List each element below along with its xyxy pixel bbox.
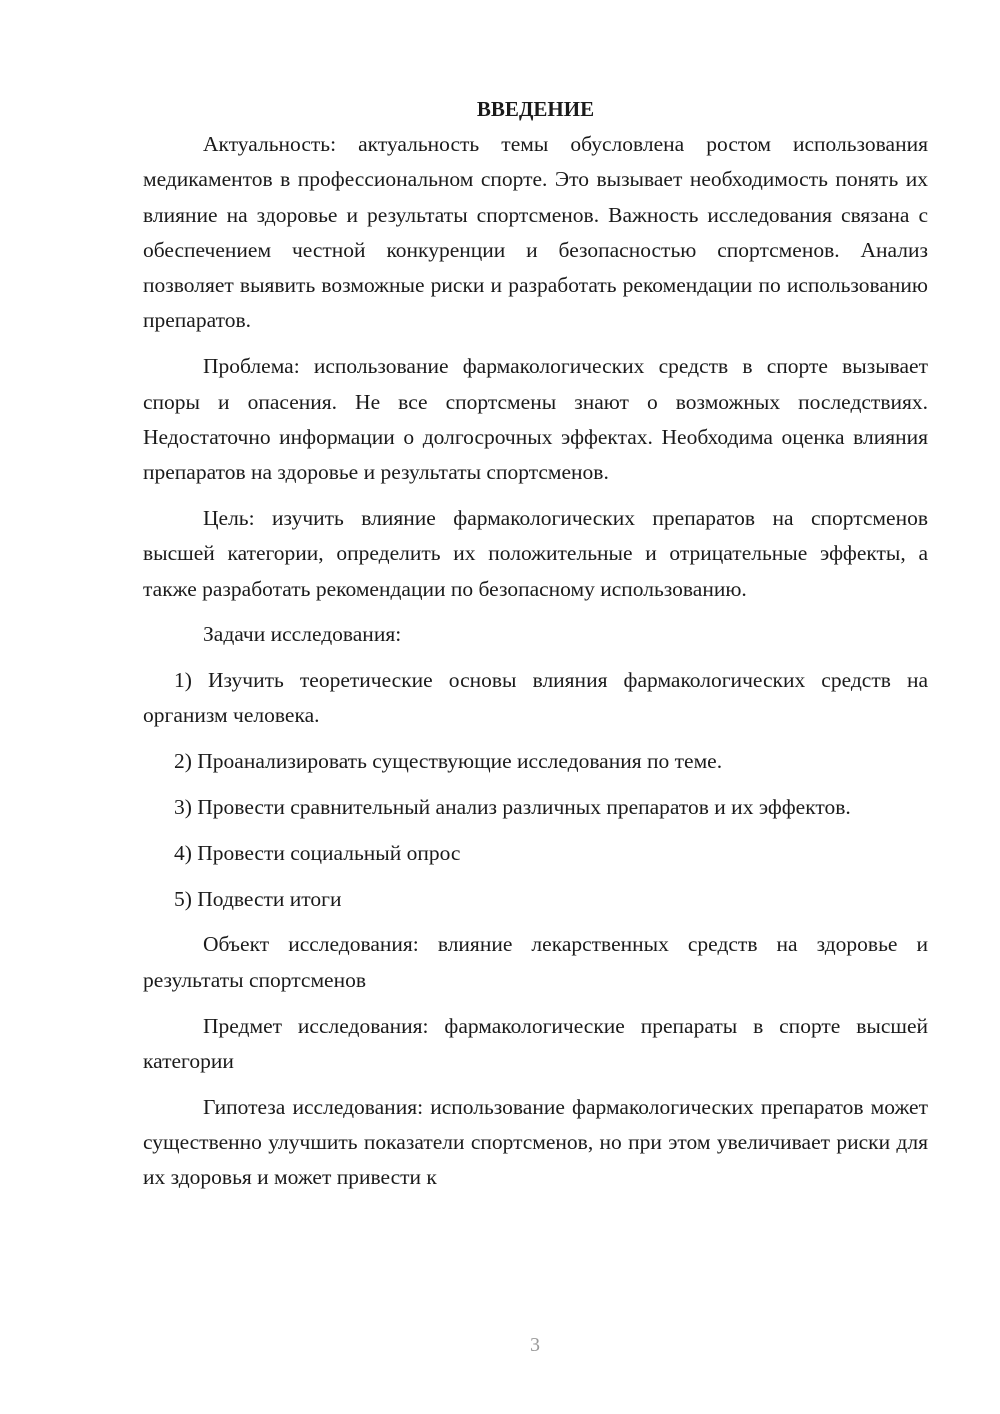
object-paragraph: Объект исследования: влияние лекарственных средств на здоровье и результаты спортсменов <box>143 932 928 992</box>
section-heading: ВВЕДЕНИЕ <box>476 97 595 121</box>
hypothesis-paragraph: Гипотеза исследования: использование фармакологических препаратов может существенно улучшить показатели спортсменов, но при этом увеличивает риски для их здоровья и может привести к <box>143 1094 928 1190</box>
task-item: 2) Проанализировать существующие исследования по теме. <box>174 749 723 774</box>
document-page <box>143 92 928 1206</box>
task-item: 3) Провести сравнительный анализ различных препаратов и их эффектов. <box>174 795 851 820</box>
task-item: 5) Подвести итоги <box>174 886 342 911</box>
page-number: 3 <box>530 1334 540 1356</box>
subject-paragraph: Предмет исследования: фармакологические препараты в спорте высшей категории <box>143 1013 928 1073</box>
relevance-paragraph: Актуальность: актуальность темы обусловлена ростом использования медикаментов в профессиональном спорте. Это вызывает необходимость понять их влияние на здоровье и результаты спортсменов. Важность исследования связана с обеспечением честной конкуренции и безопасностью спортсменов. Анализ позволяет выявить возможные риски и разработать рекомендации по использованию препаратов. <box>143 132 928 333</box>
task-item: 4) Провести социальный опрос <box>174 840 461 865</box>
task-item: 1) Изучить теоретические основы влияния фармакологических средств на организм человека. <box>143 668 928 728</box>
tasks-heading: Задачи исследования: <box>203 622 402 647</box>
problem-paragraph: Проблема: использование фармакологических средств в спорте вызывает споры и опасения. Не все спортсмены знают о возможных последствиях. Недостаточно информации о долгосрочных эффектах. Необходима оценка влияния препаратов на здоровье и результаты спортсменов. <box>143 354 928 485</box>
goal-paragraph: Цель: изучить влияние фармакологических препаратов на спортсменов высшей категории, определить их положительные и отрицательные эффекты, а также разработать рекомендации по безопасному использованию. <box>143 505 928 601</box>
